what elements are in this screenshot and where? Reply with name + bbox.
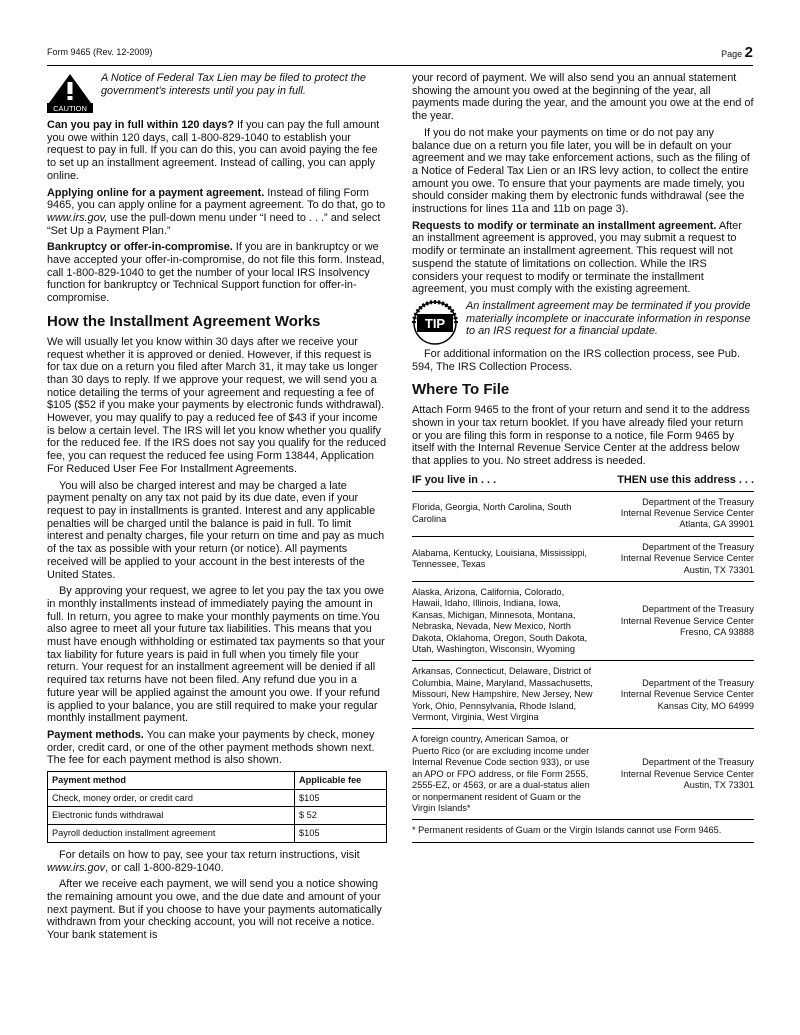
states-cell: Florida, Georgia, North Carolina, South Carolina: [412, 502, 572, 524]
states-cell: Alaska, Arizona, California, Colorado, Hawaii, Idaho, Illinois, Indiana, Iowa, Kansas, Michigan, Minnesota, Montana, Nebraska, Nevada, New Mexico, North Dakota, Oklahoma, Oregon, South Dakota, Utah, Washington, Wisconsin, Wyoming: [412, 587, 588, 655]
address-row: [412, 661, 754, 729]
tip-text: An installment agreement may be terminated if you provide materially incomplete or inaccurate information in response to an IRS request for a financial update.: [466, 299, 751, 338]
right-column: [412, 72, 754, 843]
caution-notice: [47, 72, 387, 113]
table-row: [48, 789, 387, 807]
record-paragraph: your record of payment. We will also send you an annual statement showing the amount you owed at the beginning of the year, all payments made during the year, and the amount you owe at the end of the year.: [412, 72, 754, 123]
address-row: [412, 492, 754, 537]
caution-label: CAUTION: [53, 104, 87, 113]
where-to-file-paragraph: Attach Form 9465 to the front of your return and send it to the address shown in your tax return booklet. If you have already filed your return or you are filing this form in response to a notice, file Form 9465 by itself with the Internal Revenue Service Center at the address below that applies to you. No street address is needed.: [412, 404, 750, 468]
address-cell: Department of the Treasury Internal Revenue Service Center Austin, TX 73301: [620, 757, 754, 791]
payment-method-cell: Electronic funds withdrawal: [48, 807, 295, 825]
bankruptcy-paragraph: Bankruptcy or offer-in-compromise. If you are in bankruptcy or we have accepted your offer-in-compromise, do not file this form. Instead, call 1-800-829-1040 to get the number of your local IRS Insolvency function for bankruptcy or Technical Support function for offer-in-compromise.: [47, 241, 385, 305]
fee-cell: $105: [295, 789, 387, 807]
details-paragraph: For details on how to pay, see your tax return instructions, visit www.irs.gov, or call 1-800-829-1040.: [47, 848, 360, 874]
notice-paragraph: After we receive each payment, we will send you a notice showing the remaining amount you owe, and the due date and amount of your next payment. But if you choose to have your payments automatically withdrawn from your checking account, you will not receive a notice. Your bank statement is: [47, 878, 382, 942]
table-row: [48, 807, 387, 825]
page-header: [47, 44, 753, 66]
address-row: [412, 582, 754, 661]
irs-link[interactable]: www.irs.gov: [47, 861, 106, 874]
column-header: IF you live in . . .: [412, 473, 497, 486]
tip-label: TIP: [424, 315, 446, 331]
states-cell: A foreign country, American Samoa, or Puerto Rico (or are excluding income under Internal Revenue Code section 933), or use an APO or FPO address, or file Form 2555, 2555-EZ, or 4563, or are a dual-status alien or nonpermanent resident of Guam or the Virgin Islands*: [412, 734, 590, 813]
address-cell: Department of the Treasury Internal Revenue Service Center Kansas City, MO 64999: [620, 677, 754, 711]
left-column: [47, 72, 387, 946]
column-header: Payment method: [48, 772, 295, 790]
caution-icon: [47, 73, 93, 113]
modify-paragraph: Requests to modify or terminate an installment agreement. After an installment agreement is approved, you may submit a request to modify or terminate an installment agreement. This request will not suspend the statute of limitations on collection. While the IRS considers your request to modify or terminate the installment agreement, you must comply with the existing agreement.: [412, 219, 742, 296]
address-row: [412, 537, 754, 582]
collection-info-paragraph: For additional information on the IRS collection process, see Pub. 594, The IRS Collection Process.: [412, 347, 740, 373]
column-header: THEN use this address . . .: [617, 473, 754, 486]
agreement-terms-paragraph: By approving your request, we agree to let you pay the tax you owe in monthly installments instead of immediately paying the amount in full. In return, you agree to make your monthly payments on time.You also agree to meet all your future tax liabilities. This means that you must have enough withholding or estimated tax payments so that your tax liability for future years is paid in full when you timely file your return. Your request for an installment agreement will be denied if all required tax returns have not been filed. Any refund due you in a future year will be applied against the amount you owe. If your refund is applied to your balance, you are still required to make your regular monthly installment payment.: [47, 585, 385, 725]
approval-paragraph: We will usually let you know within 30 days after we receive your request whether it is approved or denied. However, if this request is for tax due on a return you filed after March 31, it may take us longer than 30 days to reply. If we approve your request, we will send you a notice detailing the terms of your agreement and requesting a fee of $105 ($52 if you make your payments by electronic funds withdrawal). However, you may qualify to pay a reduced fee of $43 if your income is below a certain level. The IRS will let you know whether you qualify for the reduced fee. If the IRS does not say you qualify for the reduced fee, you can request the reduced fee using Form 13844, Application For Reduced User Fee For Installment Agreements.: [47, 335, 387, 475]
address-cell: Department of the Treasury Internal Revenue Service Center Fresno, CA 93888: [620, 604, 754, 637]
address-footnote: * Permanent residents of Guam or the Virgin Islands cannot use Form 9465.: [412, 820, 754, 842]
irs-link[interactable]: www.irs.gov,: [47, 211, 108, 224]
states-cell: Alabama, Kentucky, Louisiana, Mississippi, Tennessee, Texas: [412, 547, 587, 569]
fee-cell: $ 52: [295, 807, 387, 825]
page-number: Page 2: [721, 44, 753, 61]
apply-online-paragraph: Applying online for a payment agreement. Instead of filing Form 9465, you can apply online for a payment agreement. To do that, go to www.irs.gov, use the pull-down menu under “I need to . . .” and select “Set Up a Payment Plan.”: [47, 186, 386, 237]
table-row: [48, 825, 387, 843]
states-cell: Arkansas, Connecticut, Delaware, District of Columbia, Maine, Maryland, Massachusetts, Missouri, New Hampshire, New Jersey, New York, Ohio, Pennsylvania, Rhode Island, Vermont, Virginia, West Virgina: [412, 666, 593, 723]
form-id: Form 9465 (Rev. 12-2009): [47, 47, 153, 57]
address-table-header: [412, 474, 754, 492]
pay-in-full-paragraph: Can you pay in full within 120 days? If you can pay the full amount you owe within 120 days, call 1-800-829-1040 to establish your request to pay in full. If you can do this, you can avoid paying the fee to set up an installment agreement. Instead of calling, you can apply online.: [47, 119, 380, 182]
address-row: [412, 729, 754, 820]
interest-paragraph: You will also be charged interest and may be charged a late payment penalty on any tax not paid by its due date, even if your request to pay in installments is granted. Interest and any applicable penalties will be charged until the balance is paid in full. To limit interest and penalty charges, file your return on time and pay as much of the tax as possible with your return (or notice). All payments received will be applied to your account in the best interests of the United States.: [47, 479, 385, 581]
tip-icon: [412, 300, 458, 346]
table-header-row: [48, 772, 387, 790]
caution-text: A Notice of Federal Tax Lien may be filed to protect the government's interests until you pay in full.: [101, 72, 366, 97]
payment-method-cell: Check, money order, or credit card: [48, 789, 295, 807]
fee-cell: $105: [295, 825, 387, 843]
payment-method-cell: Payroll deduction installment agreement: [48, 825, 295, 843]
section-title-where-to-file: Where To File: [412, 381, 510, 399]
section-title-installment: How the Installment Agreement Works: [47, 312, 321, 330]
tip-notice: [412, 300, 754, 346]
payment-methods-paragraph: Payment methods. You can make your payments by check, money order, credit card, or one of the other payment methods shown next. The fee for each payment method is also shown.: [47, 728, 375, 767]
address-cell: Department of the Treasury Internal Revenue Service Center Atlanta, GA 39901: [620, 496, 754, 530]
payment-fee-table: [47, 771, 387, 843]
column-header: Applicable fee: [295, 772, 387, 790]
address-cell: Department of the Treasury Internal Revenue Service Center Austin, TX 73301: [620, 541, 754, 575]
default-paragraph: If you do not make your payments on time or do not pay any balance due on a return you file later, you will be in default on your agreement and we may take enforcement actions, such as the filing of a Notice of Federal Tax Lien or an IRS levy action, to collect the entire amount you owe. To ensure that your payments are made timely, you should consider making them by electronic funds withdrawal (see the instructions for lines 11a and 11b on page 3).: [412, 126, 750, 216]
